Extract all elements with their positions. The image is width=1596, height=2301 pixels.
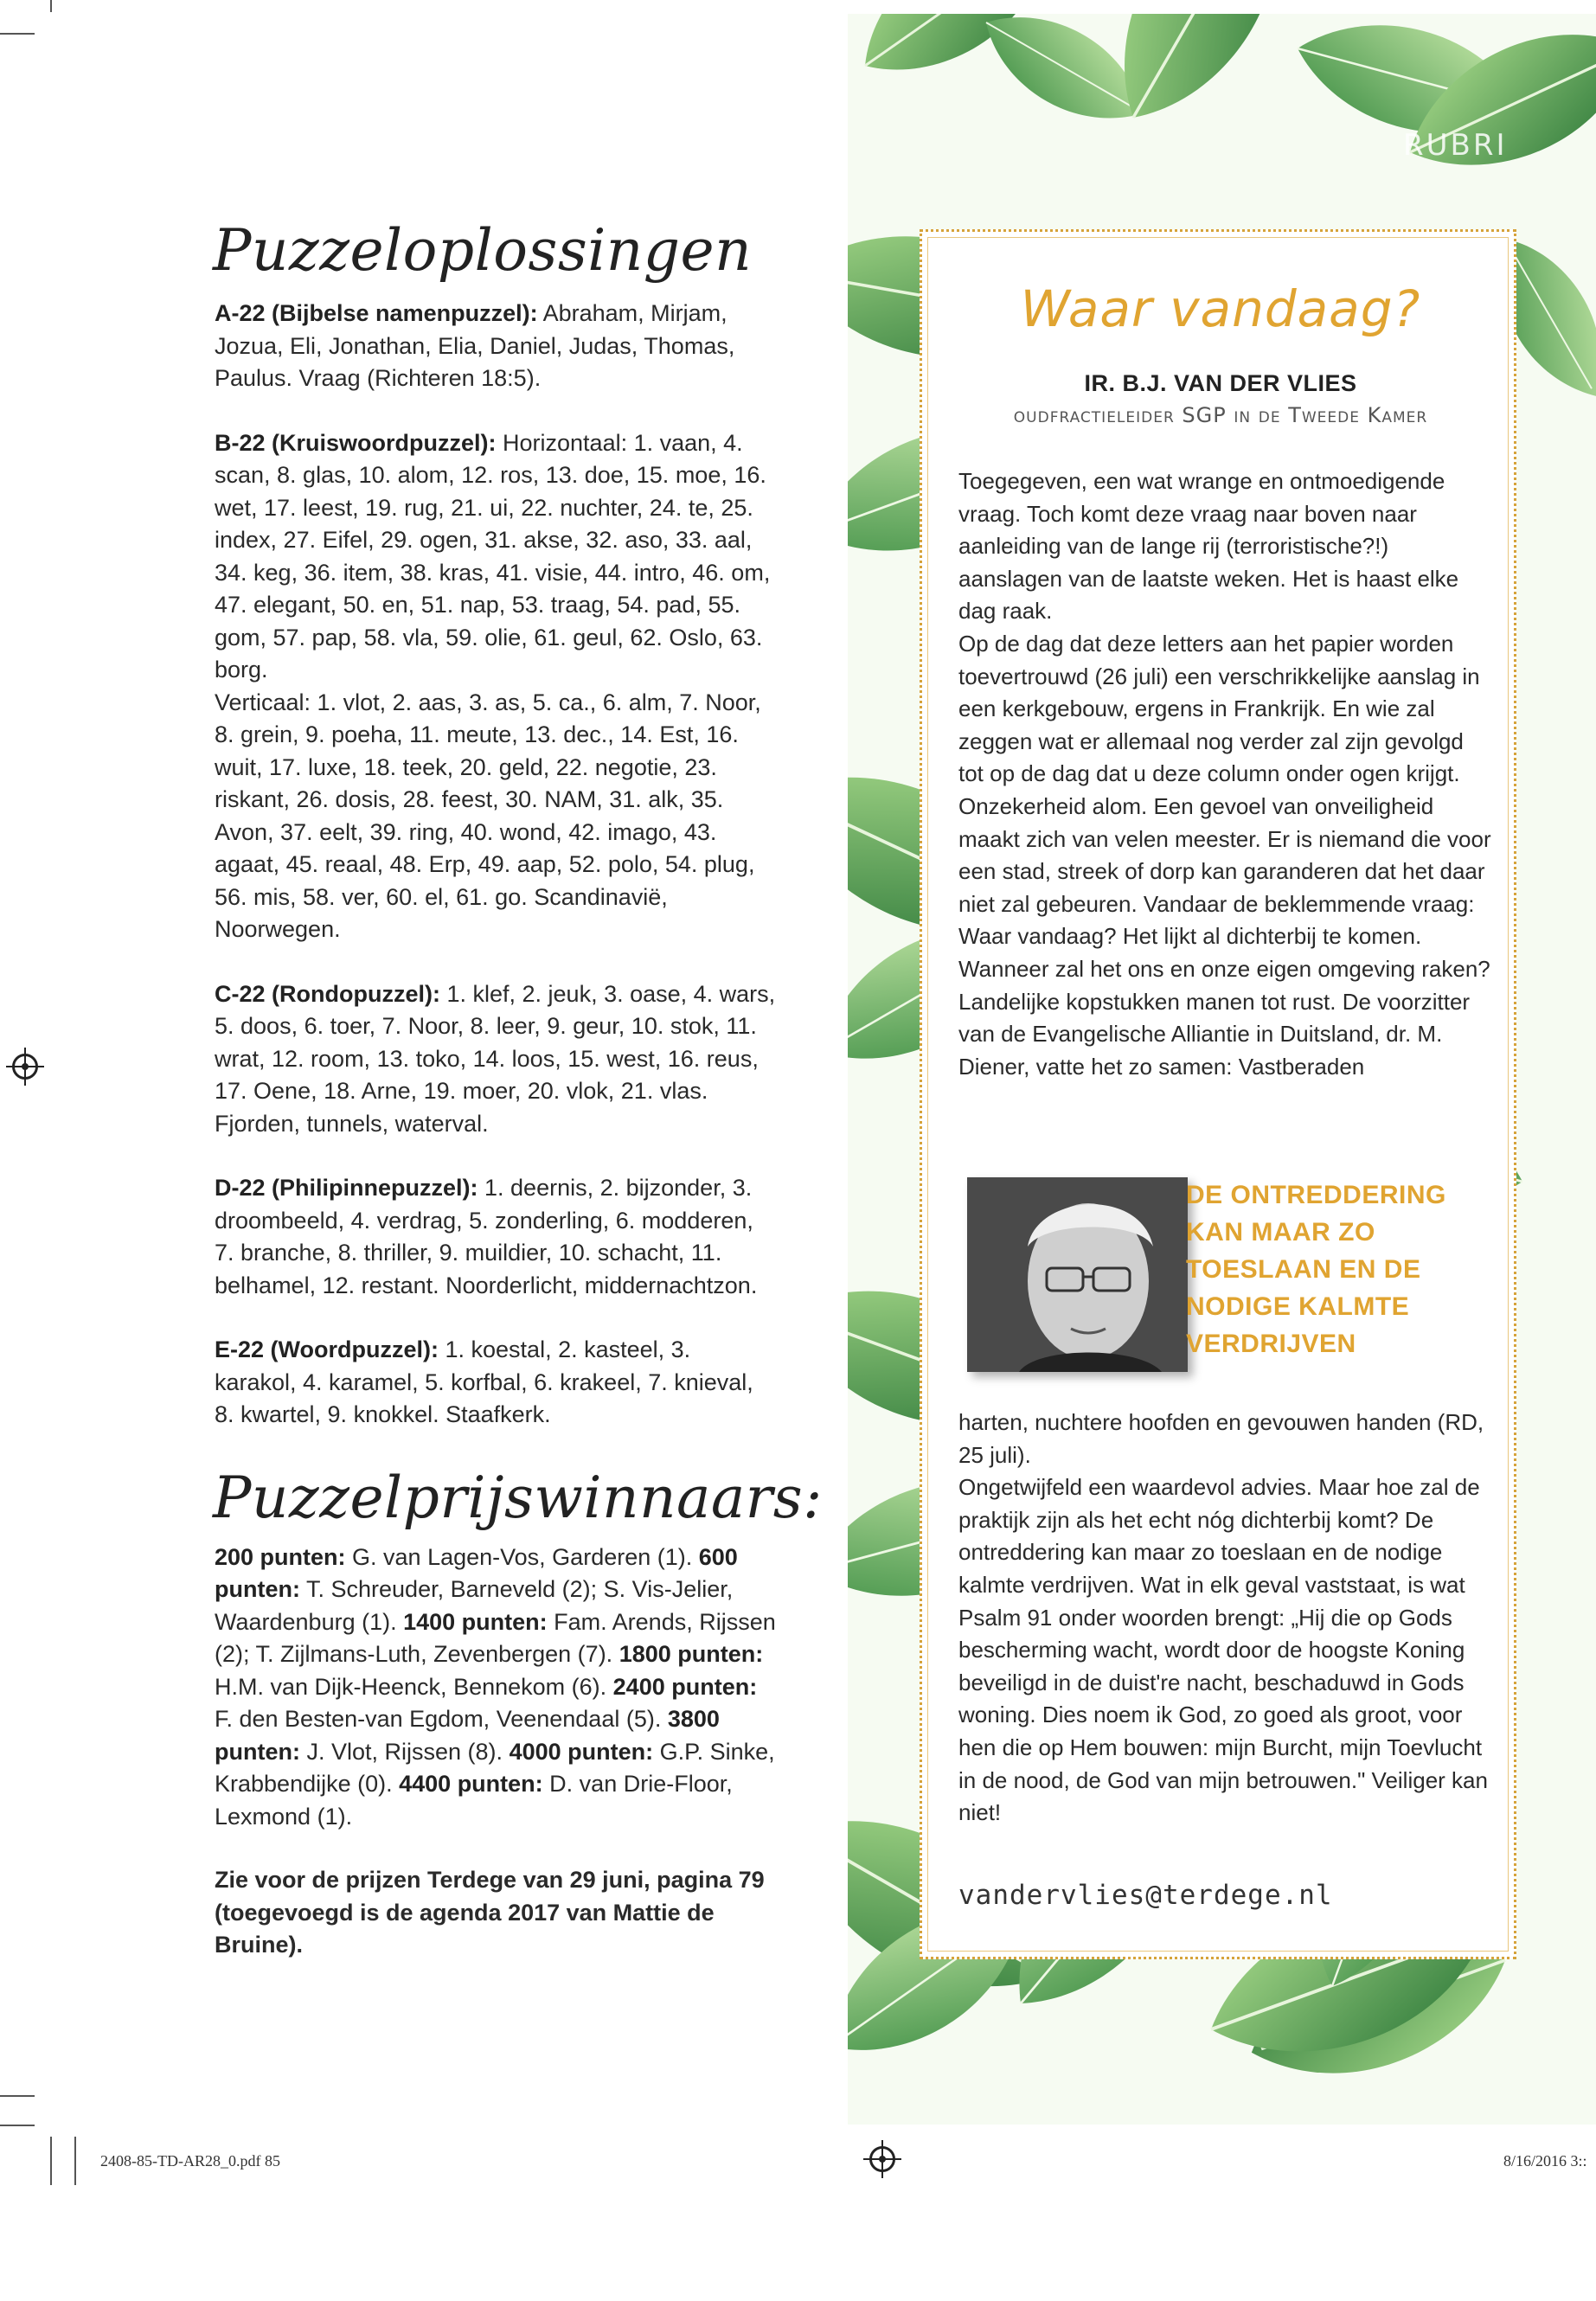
crop-mark <box>50 0 52 12</box>
portrait-icon <box>967 1177 1188 1372</box>
paragraph: Onzekerheid alom. Een gevoel van onveiligheid maakt zich van velen meester. Er is niemand die voor een stad, streek of dorp kan garanderen dat het daar niet zal gebeuren. Vandaar de beklemmende vraag: Waar vandaag? Het lijkt al dichterbij te komen. Wanneer zal het ons en onze eigen omgeving raken? <box>958 792 1491 982</box>
prize-note: Zie voor de prijzen Terdege van 29 juni, pagina 79 (toegevoegd is de agenda 2017 van Mattie de Bruine). <box>215 1867 765 1958</box>
winners-title: Puzzelprijswinnaars: <box>213 1464 823 1531</box>
column-title: Waar vandaag? <box>1020 279 1421 338</box>
solution-c22: C-22 (Rondopuzzel): 1. klef, 2. jeuk, 3. oase, 4. wars, 5. doos, 6. toer, 7. Noor, 8. leer, 9. geur, 10. stok, 11. wrat, 12. room, 13. toko, 14. loos, 15. west, 16. reus, 17. Oene, 18. Arne, 19. moer, 20. vlok, 21. vlas. Fjorden, tunnels, waterval. <box>215 980 776 1137</box>
registration-mark-icon <box>12 1054 38 1080</box>
column-text-top <box>958 465 1495 1083</box>
rubric-label: RUBRI <box>1403 128 1508 163</box>
paragraph: Toegegeven, een wat wrange en ontmoedigende vraag. Toch komt deze vraag naar boven naar aanleiding van de lange rij (terroristische?!) aanslagen van de laatste weken. Het is haast elke dag raak. <box>958 468 1459 625</box>
paragraph: Ongetwijfeld een waardevol advies. Maar hoe zal de praktijk zijn als het echt nóg dichterbij komt? De ontreddering kan maar zo toeslaan en de nodige kalmte verdrijven. Wat in elk geval vaststaat, is wat Psalm 91 onder woorden brengt: „Hij die op Gods bescherming wacht, wordt door de hoogste Koning beveiligd in de duist're nacht, beschaduwd in Gods woning. Dies noem ik God, zo goed als groot, voor hen die op Hem bouwen: mijn Burcht, mijn Toevlucht in de nood, de God van mijn betrouwen." Veiliger kan niet! <box>958 1474 1488 1826</box>
solution-e22: E-22 (Woordpuzzel): 1. koestal, 2. kasteel, 3. karakol, 4. karamel, 5. korfbal, 6. krakeel, 7. knieval, 8. kwartel, 9. knokkel. Staafkerk. <box>215 1336 753 1427</box>
footer-file-slug: 2408-85-TD-AR28_0.pdf 85 <box>100 2152 280 2170</box>
puzzle-solutions-column <box>213 216 823 1962</box>
crop-mark <box>0 33 35 35</box>
paragraph: harten, nuchtere hoofden en gevouwen handen (RD, 25 juli). <box>958 1409 1484 1468</box>
author-email-link[interactable]: vandervlies@terdege.nl <box>958 1880 1333 1911</box>
footer-date-slug: 8/16/2016 3:: <box>1503 2152 1587 2170</box>
column-box <box>920 229 1516 1959</box>
crop-mark <box>74 2137 76 2185</box>
crop-mark <box>0 2125 35 2126</box>
paragraph: Landelijke kopstukken manen tot rust. De voorzitter van de Evangelische Alliantie in Duitsland, dr. M. Diener, vatte het zo samen: Vastberaden <box>958 988 1471 1080</box>
page-title: Puzzeloplossingen <box>213 217 753 284</box>
column-text-bottom <box>958 1407 1495 1830</box>
author-photo <box>967 1177 1188 1372</box>
winners-list: 200 punten: G. van Lagen-Vos, Garderen (1). 600 punten: T. Schreuder, Barneveld (2); S. Vis-Jelier, Waardenburg (1). 1400 punten: Fam. Arends, Rijssen (2); T. Zijlmans-Luth, Zevenbergen (7). 1800 punten: H.M. van Dijk-Heenck, Bennekom (6). 2400 punten: F. den Besten-van Egdom, Veenendaal (5). 3800 punten: J. Vlot, Rijssen (8). 4000 punten: G.P. Sinke, Krabbendijke (0). 4400 punten: D. van Drie-Floor, Lexmond (1). <box>215 1543 776 1830</box>
author-role: oudfractieleider SGP in de Tweede Kamer <box>1013 403 1428 427</box>
crop-mark <box>50 2137 52 2185</box>
paragraph: Op de dag dat deze letters aan het papier worden toevertrouwd (26 juli) een verschrikkelijke aanslag in een kerkgebouw, ergens in Frankrijk. En wie zal zeggen wat er allemaal nog verder zal zijn gevolgd tot op de dag dat u deze column onder ogen krijgt. <box>958 630 1480 787</box>
solution-d22: D-22 (Philipinnepuzzel): 1. deernis, 2. bijzonder, 3. droombeeld, 4. verdrag, 5. zonderling, 6. modderen, 7. branche, 8. thriller, 9. muildier, 10. schacht, 11. belhamel, 12. restant. Noorderlicht, middernachtzon. <box>215 1175 758 1298</box>
solution-b22: B-22 (Kruiswoordpuzzel): Horizontaal: 1. vaan, 4. scan, 8. glas, 10. alom, 12. ros, 13. doe, 15. moe, 16. wet, 17. leest, 19. rug, 21. ui, 22. nuchter, 24. te, 25. index, 27. Eifel, 29. ogen, 31. akse, 32. aso, 33. aal, 34. keg, 36. item, 38. kras, 41. visie, 44. intro, 46. om, 47. elegant, 50. en, 51. nap, 53. traag, 54. pad, 55. gom, 57. pap, 58. vla, 59. olie, 61. geul, 62. Oslo, 63. borg. Verticaal: 1. vlot, 2. aas, 3. as, 5. ca., 6. alm, 7. Noor, 8. grein, 9. poeha, 11. meute, 13. dec., 14. Est, 16. wuit, 17. luxe, 18. teek, 20. geld, 22. negotie, 23. riskant, 26. dosis, 28. feest, 30. NAM, 31. alk, 35. Avon, 37. eelt, 39. ring, 40. wond, 42. imago, 43. agaat, 45. reaal, 48. Erp, 49. aap, 52. polo, 54. plug, 56. mis, 58. ver, 60. el, 61. go. Scandinavië, Noorwegen. <box>215 429 771 942</box>
author-name: IR. B.J. VAN DER VLIES <box>1084 370 1357 396</box>
crop-mark <box>0 2095 35 2097</box>
pull-quote: DE ONTREDDERING KAN MAAR ZO TOESLAAN EN DE NODIGE KALMTE VERDRIJVEN <box>1186 1181 1446 1358</box>
solution-a22: A-22 (Bijbelse namenpuzzel): Abraham, Mirjam, Jozua, Eli, Jonathan, Elia, Daniel, Judas, Thomas, Paulus. Vraag (Richteren 18:5). <box>215 300 735 391</box>
registration-mark-icon <box>869 2146 895 2172</box>
